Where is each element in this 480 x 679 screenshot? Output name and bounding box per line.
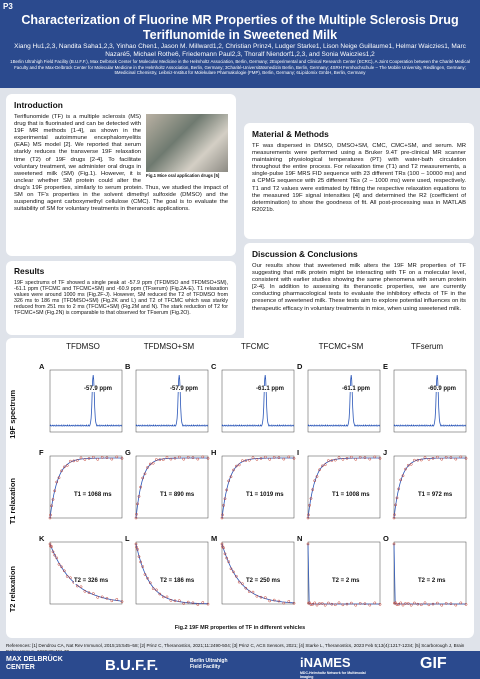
spectrum-line	[222, 375, 294, 426]
fit-curve	[394, 544, 466, 604]
panel-letter: G	[125, 448, 131, 457]
results-heading: Results	[14, 266, 45, 276]
data-point	[441, 604, 443, 606]
figure-cell	[384, 536, 470, 622]
peak-label: -61.1 ppm	[256, 386, 285, 392]
column-title: TFDMSO+SM	[143, 342, 195, 351]
discussion-heading: Discussion & Conclusions	[252, 249, 358, 259]
discussion-text: Our results show that sweetened milk alters the 19F MR properties of TF suggesting that milk protein might be interacting with TF on a molecular level, consistent with earlier studies showing the same phenomena with serum protein [2-4]. In addition to assessing its theranostic properties, we are currently conducting pharmacological tests to evaluate the inhibitory effects of TF in the presence of sweetened milk. These tests aim to explore potential influences on its therapeutic efficacy in voluntary treatments in mice, when using sweetened milk.	[252, 263, 466, 312]
introduction-heading: Introduction	[14, 100, 63, 110]
relaxation-label: T2 = 250 ms	[246, 578, 281, 584]
spectrum-line	[136, 375, 208, 426]
panel-plot	[302, 540, 382, 614]
fit-curve	[394, 458, 466, 518]
panel-letter: C	[211, 362, 217, 371]
panel-letter: J	[383, 448, 388, 457]
spectrum-line	[308, 375, 380, 426]
panel-plot	[388, 454, 468, 528]
relaxation-label: T2 = 326 ms	[74, 578, 109, 584]
panel-plot	[216, 368, 296, 442]
plot-frame	[394, 370, 466, 432]
poster-affiliations: 1Berlin Ultrahigh Field Facility (B.U.F.F.), Max Delbrück Center for Molecular Medicine in the Helmholtz Association, Berlin, Germany; 2Experimental and Clinical Research Center (ECRC), A Joint Cooperation between the Charité Medical Faculty and the Max-Delbrück Center for Molecular Medicine in the Helmholtz Association, Berlin, Germany; 3Charité-Universitätsmedizin Berlin, Berlin, Germany; 4SRH Fernhochschule – The Mobile University, Riedlingen, Germany; 5Medicinal Chemistry, Leibniz-Institut für Molekulare Pharmakologie (FMP), Berlin, Germany; 6Lipidomix GmbH, Berlin, Germany	[10, 59, 470, 76]
plot-frame	[136, 542, 208, 604]
relaxation-label: T1 = 1008 ms	[332, 492, 370, 498]
relaxation-label: T2 = 186 ms	[160, 578, 195, 584]
panel-plot	[302, 454, 382, 528]
fit-curve	[308, 458, 380, 518]
figure-grid	[40, 364, 472, 622]
figure-cell	[298, 450, 384, 536]
data-point	[338, 457, 340, 459]
figure-cell	[40, 364, 126, 450]
panel-plot	[130, 368, 210, 442]
figure-cell	[298, 536, 384, 622]
fit-curve	[308, 544, 380, 604]
data-point	[424, 602, 426, 604]
introduction-text: Teriflunomide (TF) is a multiple sclerosis (MS) drug that is fluorinated and can be detected with 19F MR methods [1-4], as shown in the experimental autoimmune encephalomyelitis (EAE) MS model [2]. We reported that serum starkly reduces the transverse 19F relaxation time (T2) of 19F drugs [2-4]. To facilitate voluntary treatment, we administer oral drugs in sweetened milk (SM) (Fig.1). However, it is unclear whether SM protein could alter the drug's 19F properties, similarly to serum protein. Thus, we studied the impact of SM on TF's properties in the solvent dimethyl sulfoxide (DMSO) and the suspending agent carboxymethyl cellulose (CMC). The goal is to evaluate the suitability of SM for voluntary treatments in theranostic applications.	[14, 114, 228, 213]
figure-cell	[40, 450, 126, 536]
figure-caption: Fig.2 19F MR properties of TF in different vehicles	[174, 625, 306, 631]
results-text: 19F spectrums of TF showed a single peak at -57.9 ppm (TFDMSO and TFDMSO+SM), -61.1 ppm (TFCMC and TFCMC+SM) and -60.9 ppm (TFserum) (Fig.2A-E). T1 relaxation values were around 1000 ms (Fig.2F-J). However, SM reduced the T2 of TFDMSO from 326 ms to 186 ms (TFDMSO+SM) (Fig.2K and L) and T2 of TFCMC which was starkly reduced from 251 ms to 2 ms (TFCMC+SM) (Fig.2M and N). The stark reduction of T2 for TFCMC+SM (Fig.2N) is comparable to that observed for TFserum (Fig.2O).	[14, 280, 228, 317]
poster-title: Characterization of Fluorine MR Properties of the Multiple Sclerosis Drug Teriflunomide in Sweetened Milk	[21, 13, 459, 42]
plot-frame	[394, 542, 466, 604]
panel-plot	[302, 368, 382, 442]
panel-plot	[130, 540, 210, 614]
plot-frame	[136, 456, 208, 518]
figure-cell	[212, 364, 298, 450]
panel-letter: I	[297, 448, 300, 457]
data-point	[183, 602, 185, 604]
panel-plot	[44, 368, 124, 442]
data-point	[252, 457, 254, 459]
column-title: TFserum	[411, 342, 443, 351]
gif-logo: GIF	[420, 655, 447, 672]
peak-label: -61.1 ppm	[342, 386, 371, 392]
data-point	[97, 458, 99, 460]
panel-plot	[130, 454, 210, 528]
panel-plot	[44, 454, 124, 528]
panel-letter: O	[383, 534, 389, 543]
peak-label: -57.9 ppm	[170, 386, 199, 392]
relaxation-label: T1 = 890 ms	[160, 492, 195, 498]
figure-cell	[212, 450, 298, 536]
data-point	[324, 604, 326, 606]
data-point	[355, 604, 357, 606]
figure-cell	[126, 450, 212, 536]
inames-logo: iNAMES	[300, 655, 351, 670]
figure-cell	[126, 364, 212, 450]
column-title: TFDMSO	[66, 342, 100, 351]
figure-panel	[6, 338, 474, 638]
panel-plot	[216, 540, 296, 614]
figure-cell	[384, 364, 470, 450]
plot-frame	[222, 370, 294, 432]
data-point	[166, 456, 168, 458]
relaxation-label: T1 = 1068 ms	[74, 492, 112, 498]
mouse-image	[146, 114, 228, 172]
plot-frame	[308, 370, 380, 432]
panel-letter: N	[297, 534, 303, 543]
references: References: [1] Dendrou CA, Nat Rev Immunol, 2015;15:545–58; [2] Prinz C, Theranostics, 2021;11:2490-504; [3] Prinz C, ACS Sensors, 2021; [4] Starke L, Theranostics, 2023 Feb 5;13(4):1217-1234; [5] Scarborough J, Brain	[6, 643, 465, 648]
panel-letter: K	[39, 534, 45, 543]
plot-frame	[394, 456, 466, 518]
introduction-section	[6, 94, 236, 256]
data-point	[97, 596, 99, 598]
poster-tag: P3	[3, 2, 13, 11]
poster-header	[0, 0, 480, 88]
panel-plot	[44, 540, 124, 614]
figure-cell	[298, 364, 384, 450]
data-point	[410, 604, 412, 606]
column-title: TFCMC	[241, 342, 269, 351]
panel-letter: H	[211, 448, 217, 457]
data-point	[338, 602, 340, 604]
panel-letter: F	[39, 448, 44, 457]
plot-frame	[136, 370, 208, 432]
plot-frame	[50, 370, 122, 432]
fit-curve	[50, 544, 122, 601]
relaxation-label: T2 = 2 ms	[332, 578, 360, 584]
poster-authors: Xiang Hu1,2,3, Nandita Saha1,2,3, Yinhao Chen1, Jason M. Millward1,2, Christian Prinz4, Ludger Starke1, Lison Neige Guillaume1, Helmar Waiczies1, Marc Nazaré5, Michael Rothe6, Friedemann Paul2,3, Thoralf Niendorf1,2,3, and Sonia Waiczies1,2	[14, 43, 466, 58]
spectrum-line	[394, 375, 466, 426]
panel-plot	[388, 540, 468, 614]
panel-letter: D	[297, 362, 303, 371]
plot-frame	[308, 542, 380, 604]
mdc-logo: MAX DELBRÜCK CENTER	[6, 656, 63, 671]
figure-cell	[212, 536, 298, 622]
footer-logos	[0, 651, 480, 679]
spectrum-line	[50, 375, 122, 426]
relaxation-label: T1 = 972 ms	[418, 492, 453, 498]
methods-text: TF was dispersed in DMSO, DMSO+SM, CMC, CMC+SM, and serum. MR measurements were performed using a Bruker 9.4T pre-clinical MR scanner maintaining physiological temperatures (PT) with water-bath circulation throughout the entire process. For relaxation time (T1) and T2 measurements, a single-pulse 19F MRS FID sequence with 23 different TRs (100 – 10000 ms) and a CPMG sequence with 25 different TEs (2 – 1000 ms) were used, respectively. T1 and T2 values were estimated by fitting the respective relaxation equations to the measured 19F signal intensities [4] and determined the R2 (coefficient of determination) to show the goodness of fit. All post-processing was in MATLAB R2021b.	[252, 143, 466, 213]
row-label-spectrum: 19F spectrum	[8, 390, 17, 439]
peak-label: -60.9 ppm	[428, 386, 457, 392]
panel-letter: A	[39, 362, 45, 371]
inames-logo-sub: MDC-Helmholtz Network for Multimodal Imaging	[300, 671, 366, 679]
figure-cell	[126, 536, 212, 622]
fit-curve	[222, 458, 294, 518]
figure-cell	[384, 450, 470, 536]
methods-heading: Material & Methods	[252, 129, 329, 139]
panel-letter: L	[125, 534, 130, 543]
relaxation-label: T1 = 1019 ms	[246, 492, 284, 498]
plot-frame	[50, 542, 122, 604]
plot-frame	[50, 456, 122, 518]
plot-frame	[222, 456, 294, 518]
panel-plot	[216, 454, 296, 528]
panel-letter: B	[125, 362, 131, 371]
panel-letter: M	[211, 534, 218, 543]
plot-frame	[308, 456, 380, 518]
peak-label: -57.9 ppm	[84, 386, 113, 392]
fit-curve	[50, 458, 122, 518]
buff-logo: B.U.F.F.	[105, 657, 159, 674]
panel-letter: E	[383, 362, 389, 371]
relaxation-label: T2 = 2 ms	[418, 578, 446, 584]
methods-section	[244, 123, 474, 239]
mouse-photo	[146, 114, 228, 180]
figure-cell	[40, 536, 126, 622]
data-point	[424, 456, 426, 458]
buff-logo-sub: Berlin Ultrahigh Field Facility	[190, 658, 228, 670]
data-point	[183, 458, 185, 460]
panel-plot	[388, 368, 468, 442]
photo-caption: Fig.1 Mice oral application drugs [5]	[146, 173, 220, 178]
row-label-t2: T2 relaxation	[8, 566, 17, 613]
column-title: TFCMC+SM	[318, 342, 364, 351]
results-section	[6, 261, 236, 335]
fit-curve	[136, 544, 208, 604]
data-point	[269, 458, 271, 460]
data-point	[355, 458, 357, 460]
fit-curve	[222, 544, 294, 603]
row-label-t1: T1 relaxation	[8, 478, 17, 525]
